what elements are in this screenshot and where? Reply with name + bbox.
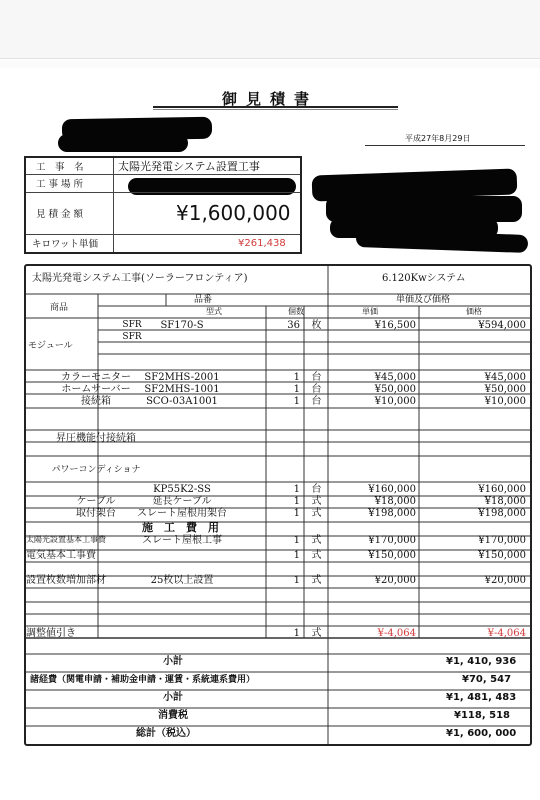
subtotal-value: ¥1, 410, 936 [446, 656, 517, 667]
item-qty: 36 [287, 320, 300, 331]
item-name: 接続箱 [81, 396, 111, 407]
header-price-range: 単価及び価格 [396, 295, 451, 305]
item-model: SCO-03A1001 [146, 396, 218, 407]
item-qty: 1 [293, 628, 300, 639]
item-name: ケーブル [76, 496, 116, 507]
item-unit: 枚 [311, 320, 322, 331]
item-qty: 1 [293, 372, 300, 383]
item-unit-price: ¥20,000 [374, 575, 416, 586]
item-name: パワーコンディショナ [51, 465, 141, 475]
item-unit: 台 [311, 396, 322, 407]
header-unit-price: 単価 [362, 307, 378, 316]
info-label: 工 事 場 所 [26, 174, 114, 192]
item-amount: ¥170,000 [478, 535, 526, 546]
info-box [24, 156, 302, 254]
grand-total-label: 総計（税込） [136, 728, 196, 739]
item-unit-price: ¥45,000 [374, 372, 416, 383]
title-underline [153, 106, 398, 108]
item-amount: ¥-4,064 [487, 628, 526, 639]
item-name: 設置枚数増加部材 [26, 575, 106, 586]
item-name: 取付架台 [76, 508, 116, 519]
item-unit-price: ¥18,000 [374, 496, 416, 507]
estimate-table [24, 264, 532, 746]
item-name: 電気基本工事費 [26, 550, 96, 561]
info-label: 工 事 名 [26, 158, 114, 174]
item-amount: ¥594,000 [478, 320, 526, 331]
estimate-amount: ¥1,600,000 [176, 201, 291, 225]
module-label: モジュール [28, 341, 73, 351]
subtotal2-value: ¥1, 481, 483 [446, 692, 517, 703]
overhead-label: 諸経費（関電申請・補助金申請・運賃・系統連系費用） [30, 675, 256, 685]
issue-date: 平成27年8月29日 [405, 134, 471, 143]
info-label: キロワット単価 [26, 234, 114, 252]
document-title: 御見積書 [222, 90, 319, 108]
subtotal2-label: 小計 [163, 692, 183, 703]
item-unit: 台 [311, 484, 322, 495]
header-hinban: 品番 [194, 295, 213, 305]
item-unit-price: ¥10,000 [374, 396, 416, 407]
item-unit: 式 [311, 508, 322, 519]
item-unit: 式 [311, 535, 322, 546]
project-title: 太陽光発電システム工事(ソーラーフロンティア) [32, 273, 248, 284]
item-unit-price: ¥-4,064 [377, 628, 416, 639]
top-margin-band [0, 0, 540, 59]
top-margin-band-2 [0, 60, 540, 68]
title-underline-2 [153, 109, 398, 110]
item-name: カラーモニター [61, 372, 131, 383]
header-qty: 個数 [288, 307, 304, 316]
item-unit-price: ¥198,000 [368, 508, 416, 519]
item-qty: 1 [293, 575, 300, 586]
item-unit: 台 [311, 384, 322, 395]
item-unit-price: ¥160,000 [368, 484, 416, 495]
item-amount: ¥10,000 [484, 396, 526, 407]
header-product: 商品 [50, 303, 69, 313]
item-unit: 式 [311, 575, 322, 586]
item-model: スレート屋根工事 [142, 535, 222, 546]
item-amount: ¥160,000 [478, 484, 526, 495]
item-name: SFR [122, 332, 142, 342]
item-name: ホームサーバー [61, 384, 131, 395]
subtotal-label: 小計 [163, 656, 183, 667]
item-model: SF170-S [160, 320, 204, 331]
item-model: KP55K2-SS [153, 484, 211, 495]
item-unit-price: ¥170,000 [368, 535, 416, 546]
tax-value: ¥118, 518 [454, 710, 510, 721]
kw-unit-price: ¥261,438 [238, 237, 286, 249]
info-row-amount [26, 192, 300, 235]
redaction-customer-2 [58, 134, 188, 152]
info-row-site [26, 174, 300, 193]
item-amount: ¥150,000 [478, 550, 526, 561]
item-amount: ¥45,000 [484, 372, 526, 383]
item-name: 昇圧機能付接続箱 [56, 433, 136, 444]
date-underline [365, 145, 525, 146]
item-unit: 式 [311, 550, 322, 561]
header-amount: 価格 [466, 307, 482, 316]
item-unit-price: ¥150,000 [368, 550, 416, 561]
header-model: 型式 [206, 307, 222, 316]
item-model: 延長ケーブル [152, 496, 212, 507]
redaction-company-4 [356, 229, 529, 253]
item-unit: 台 [311, 372, 322, 383]
grand-total-value: ¥1, 600, 000 [446, 728, 517, 739]
item-model: SF2MHS-1001 [144, 384, 220, 395]
info-row-project [26, 158, 300, 175]
item-qty: 1 [293, 484, 300, 495]
overhead-value: ¥70, 547 [462, 674, 512, 685]
item-unit-price: ¥50,000 [374, 384, 416, 395]
item-model: スレート屋根用架台 [137, 508, 227, 519]
item-name: SFR [122, 320, 142, 330]
item-qty: 1 [293, 535, 300, 546]
item-name: 調整値引き [26, 628, 76, 639]
item-model: 25枚以上設置 [150, 575, 214, 586]
construction-section-label: 施 工 費 用 [142, 521, 219, 534]
item-amount: ¥198,000 [478, 508, 526, 519]
info-label: 見 積 金 額 [26, 192, 114, 234]
item-qty: 1 [293, 384, 300, 395]
info-row-kw-price [26, 234, 300, 252]
system-size: 6.120Kwシステム [382, 273, 466, 284]
item-amount: ¥20,000 [484, 575, 526, 586]
item-model: SF2MHS-2001 [144, 372, 220, 383]
item-amount: ¥50,000 [484, 384, 526, 395]
item-unit: 式 [311, 496, 322, 507]
item-unit: 式 [311, 628, 322, 639]
item-name: 太陽光設置基本工事費 [26, 535, 106, 544]
item-qty: 1 [293, 396, 300, 407]
project-name: 太陽光発電システム設置工事 [118, 160, 260, 173]
item-qty: 1 [293, 496, 300, 507]
item-unit-price: ¥16,500 [374, 320, 416, 331]
tax-label: 消費税 [158, 710, 188, 721]
item-amount: ¥18,000 [484, 496, 526, 507]
item-qty: 1 [293, 550, 300, 561]
item-qty: 1 [293, 508, 300, 519]
